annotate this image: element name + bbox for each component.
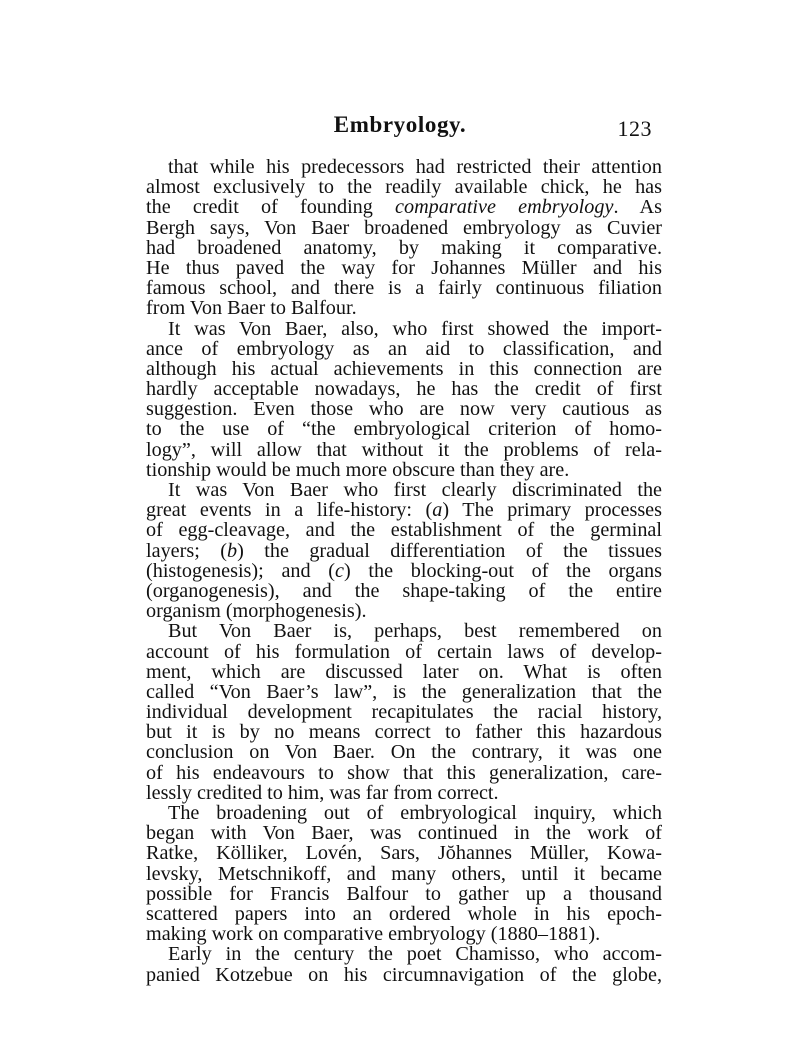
text-line: He thus paved the way for Johannes Müller and his	[146, 256, 662, 279]
text-line: suggestion. Even those who are now very cautious as	[146, 398, 662, 421]
paragraph	[146, 157, 662, 319]
text-line: Ratke, Kölliker, Lovén, Sars, Jŏhannes Müller, Kowa-	[146, 842, 662, 865]
text-line: of egg-cleavage, and the establishment of the germinal	[146, 519, 662, 542]
text-line: Early in the century the poet Chamisso, who accom-	[168, 943, 662, 966]
text-line: lessly credited to him, was far from correct.	[146, 781, 499, 804]
text-line: layers; (b) the gradual differentiation of the tissues	[146, 539, 663, 562]
text-line: the credit of founding comparative embryology. As	[146, 196, 662, 219]
paragraph	[146, 944, 662, 984]
text-line: although his actual achievements in this connection are	[146, 357, 662, 380]
text-line: possible for Francis Balfour to gather up a thousand	[146, 882, 662, 905]
text-line: conclusion on Von Baer. On the contrary, it was one	[146, 741, 662, 764]
text-line: organism (morphogenesis).	[146, 600, 367, 623]
paragraph	[146, 319, 662, 481]
text-line: scattered papers into an ordered whole in his epoch-	[146, 902, 662, 925]
text-line: individual development recapitulates the racial history,	[146, 701, 662, 724]
text-line: levsky, Metschnikoff, and many others, until it became	[146, 862, 662, 885]
text-line: ance of embryology as an aid to classification, and	[146, 337, 662, 360]
chapter-title: Embryology.	[333, 112, 467, 137]
text-line: had broadened anatomy, by making it comparative.	[146, 236, 662, 259]
paragraph	[146, 621, 662, 803]
page-number: 123	[617, 116, 652, 141]
emphasis: a	[432, 499, 443, 522]
emphasis: b	[226, 539, 238, 562]
text-line: of his endeavours to show that this generalization, care-	[146, 761, 662, 784]
text-line: called “Von Baer’s law”, is the generalization that the	[146, 680, 662, 703]
text-line: It was Von Baer, also, who first showed the import-	[168, 317, 662, 340]
text-line: account of his formulation of certain laws of develop-	[146, 640, 662, 663]
text-line: making work on comparative embryology (1880–1881).	[146, 923, 601, 946]
text-line: famous school, and there is a fairly continuous filiation	[146, 277, 662, 300]
text-line: but it is by no means correct to father this hazardous	[146, 721, 662, 744]
emphasis: c	[335, 559, 344, 582]
text-line: logy”, will allow that without it the problems of rela-	[146, 438, 662, 461]
text-line: tionship would be much more obscure than they are.	[146, 458, 570, 481]
text-line: It was Von Baer who first clearly discriminated the	[168, 479, 662, 501]
text-line: from Von Baer to Balfour.	[146, 297, 357, 320]
text-line: almost exclusively to the readily available chick, he has	[146, 176, 662, 199]
text-line: hardly acceptable nowadays, he has the credit of first	[146, 378, 662, 401]
text-line: But Von Baer is, perhaps, best remembered on	[168, 620, 662, 643]
text-line: great events in a life-history: (a) The primary processes	[146, 499, 662, 522]
body-text	[146, 157, 662, 985]
emphasis: comparative embryology	[395, 196, 614, 219]
text-line: to the use of “the embryological criterion of homo-	[146, 418, 662, 441]
text-line: began with Von Baer, was continued in the work of	[146, 822, 662, 845]
text-line: Bergh says, Von Baer broadened embryology as Cuvier	[146, 216, 662, 239]
text-line: The broadening out of embryological inquiry, which	[168, 802, 662, 824]
text-line: panied Kotzebue on his circumnavigation of the globe,	[146, 963, 662, 986]
text-line: (histogenesis); and (c) the blocking-out of the organs	[146, 559, 662, 582]
paragraph	[146, 803, 662, 944]
text-line: (organogenesis), and the shape-taking of the entire	[146, 579, 662, 602]
text-line: ment, which are discussed later on. What is often	[146, 660, 662, 683]
paragraph	[146, 480, 662, 621]
running-head	[0, 112, 800, 142]
text-line: that while his predecessors had restricted their attention	[168, 156, 662, 178]
